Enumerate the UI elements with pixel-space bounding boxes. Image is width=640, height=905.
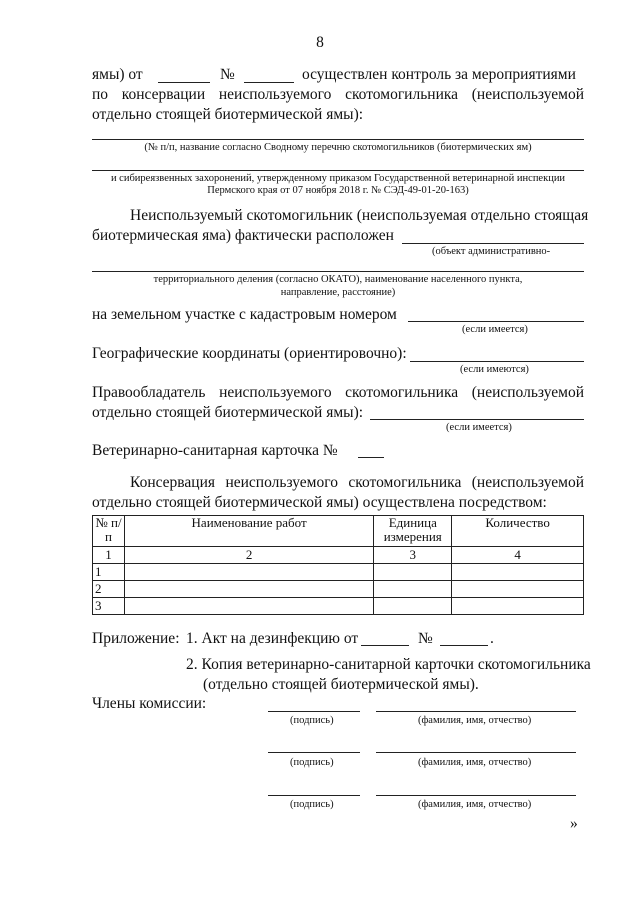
work-cell[interactable]: [124, 598, 373, 615]
location-blank-2[interactable]: [92, 271, 584, 272]
fullname-hint: (фамилия, имя, отчество): [418, 715, 532, 726]
signature-line[interactable]: [268, 795, 360, 796]
location-hint-1: (объект административно-: [432, 246, 551, 257]
page-number: 8: [316, 34, 324, 51]
location-text-1: Неиспользуемый скотомогильник (неиспользуемая отдельно стоящая: [130, 207, 589, 224]
hint-name: (№ п/п, название согласно Сводному перечню скотомогильников (биотермических ям): [144, 142, 532, 153]
index-cell: 4: [452, 547, 584, 564]
header-num: № п/п: [93, 516, 125, 547]
appendix-item-1a: 1. Акт на дезинфекцию от: [186, 630, 359, 647]
hint-order-2: Пермского края от 07 ноября 2018 г. № СЭД-49-01-20-163): [207, 185, 469, 196]
appendix-item-2a: 2. Копия ветеринарно-санитарной карточки скотомогильника: [186, 656, 591, 673]
owner-hint: (если имеется): [446, 422, 512, 433]
work-cell[interactable]: [124, 581, 373, 598]
location-hint-3: направление, расстояние): [280, 287, 396, 298]
skotomogilnik-name-blank[interactable]: [92, 139, 584, 140]
disinfection-number-blank[interactable]: [440, 645, 488, 646]
signature-line[interactable]: [268, 711, 360, 712]
owner-text-1: Правообладатель неиспользуемого скотомогильника (неиспользуемой: [92, 384, 584, 401]
work-cell[interactable]: [124, 564, 373, 581]
index-cell: 3: [374, 547, 452, 564]
header-qty: Количество: [452, 516, 584, 547]
intro-text-1a: ямы) от: [92, 66, 143, 83]
index-cell: 2: [124, 547, 373, 564]
appendix-item-1b: №: [418, 630, 433, 647]
unit-cell[interactable]: [374, 581, 452, 598]
commission-label: Члены комиссии:: [92, 695, 207, 712]
index-cell: 1: [93, 547, 125, 564]
appendix-item-1-period: .: [490, 630, 494, 647]
fullname-line[interactable]: [376, 752, 576, 753]
conservation-text-2: отдельно стоящей биотермической ямы) осуществлена посредством:: [92, 494, 547, 511]
table-row: [93, 598, 584, 615]
fullname-hint: (фамилия, имя, отчество): [418, 799, 532, 810]
intro-text-2: по консервации неиспользуемого скотомогильника (неиспользуемой: [92, 86, 584, 103]
coords-label: Географические координаты (ориентировочно):: [92, 345, 407, 362]
qty-cell[interactable]: [452, 598, 584, 615]
fullname-line[interactable]: [376, 711, 576, 712]
location-hint-2: территориального деления (согласно ОКАТО), наименование населенного пункта,: [153, 274, 523, 285]
cadastre-label: на земельном участке с кадастровым номером: [92, 306, 397, 323]
fullname-line[interactable]: [376, 795, 576, 796]
fullname-hint: (фамилия, имя, отчество): [418, 757, 532, 768]
intro-text-1b: №: [220, 66, 235, 83]
disinfection-date-blank[interactable]: [361, 645, 409, 646]
header-unit: Единица измерения: [374, 516, 452, 547]
works-table: [92, 515, 584, 615]
signature-hint: (подпись): [290, 757, 334, 768]
qty-cell[interactable]: [452, 564, 584, 581]
signature-line[interactable]: [268, 752, 360, 753]
location-text-2: биотермическая яма) фактически расположен: [92, 227, 394, 244]
qty-cell[interactable]: [452, 581, 584, 598]
intro-number-blank[interactable]: [244, 82, 294, 83]
location-blank[interactable]: [402, 243, 584, 244]
intro-text-3: отдельно стоящей биотермической ямы):: [92, 106, 364, 123]
vet-card-label: Ветеринарно-санитарная карточка №: [92, 442, 338, 459]
vet-card-number-input[interactable]: [358, 457, 384, 458]
signature-hint: (подпись): [290, 799, 334, 810]
intro-text-1c: осуществлен контроль за мероприятиями: [302, 66, 576, 83]
cadastre-input[interactable]: [408, 321, 584, 322]
row-number: 3: [93, 598, 125, 615]
hint-order-1: и сибиреязвенных захоронений, утвержденному приказом Государственной ветеринарной инспекции: [110, 173, 566, 184]
appendix-label: Приложение:: [92, 630, 180, 647]
unit-cell[interactable]: [374, 564, 452, 581]
unit-cell[interactable]: [374, 598, 452, 615]
table-row: [93, 581, 584, 598]
table-index-row: [93, 547, 584, 564]
header-work: Наименование работ: [124, 516, 373, 547]
coords-hint: (если имеются): [460, 364, 529, 375]
row-number: 2: [93, 581, 125, 598]
row-number: 1: [93, 564, 125, 581]
appendix-item-2b: (отдельно стоящей биотермической ямы).: [203, 676, 479, 693]
owner-text-2: отдельно стоящей биотермической ямы):: [92, 404, 364, 421]
cadastre-hint: (если имеется): [462, 324, 528, 335]
conservation-text-1: Консервация неиспользуемого скотомогильника (неиспользуемой: [130, 474, 584, 491]
closing-quote: »: [570, 815, 578, 832]
table-header-row: [93, 516, 584, 547]
skotomogilnik-name-blank-2[interactable]: [92, 170, 584, 171]
table-row: [93, 564, 584, 581]
intro-date-blank[interactable]: [158, 82, 210, 83]
coords-input[interactable]: [410, 361, 584, 362]
signature-hint: (подпись): [290, 715, 334, 726]
owner-input[interactable]: [370, 419, 584, 420]
